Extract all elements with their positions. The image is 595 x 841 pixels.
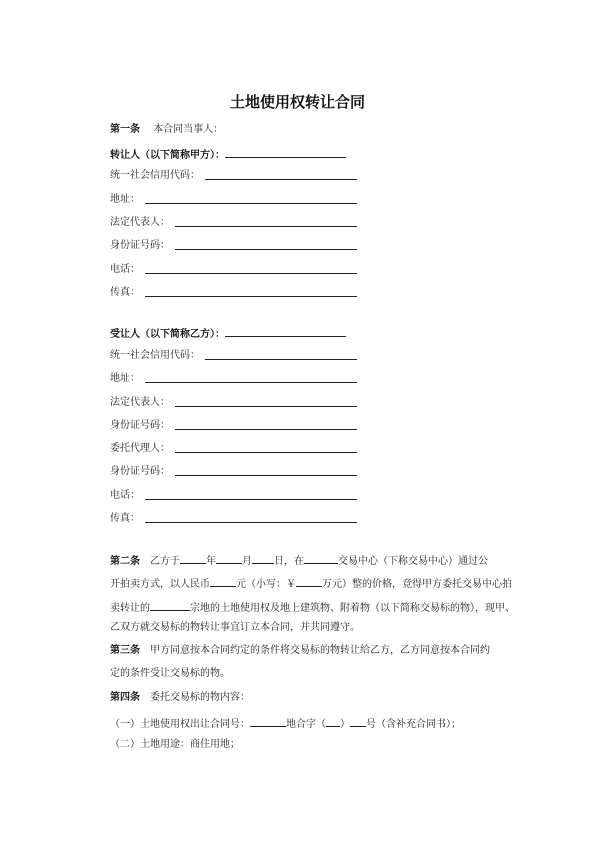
article-3-heading: 第三条: [110, 645, 140, 656]
article-3-line-2: 定的条件受让交易标的物。: [110, 668, 230, 679]
transferee-field-agent: 委托代理人：: [110, 442, 170, 456]
transferor-phone-blank[interactable]: [145, 273, 357, 274]
transferee-phone-blank[interactable]: [145, 499, 357, 500]
transferor-field-credit-code: 统一社会信用代码：: [110, 169, 200, 183]
transferor-legal-rep-blank[interactable]: [175, 226, 357, 227]
contract-number-blank[interactable]: [250, 714, 286, 727]
transferee-name-blank[interactable]: [225, 325, 346, 337]
transferor-field-phone: 电话：: [110, 263, 140, 277]
article-4-item-1: （一）土地使用权出让合同号： 地合字（ ） 号（含补充合同书）；: [110, 714, 461, 732]
parcel-number-blank[interactable]: [150, 598, 190, 611]
transferee-fax-blank[interactable]: [145, 522, 357, 523]
transferee-field-id-number: 身份证号码：: [110, 419, 170, 433]
article-1-text: 本合同当事人：: [153, 124, 224, 135]
transferee-field-phone: 电话：: [110, 489, 140, 503]
article-2-line-4: 乙双方就交易标的物转让事宜订立本合同，并共同遵守。: [110, 622, 360, 633]
article-2-line-3: 卖转让的 宗地的土地使用权及地上建筑物、附着物（以下简称交易标的物），现甲、: [110, 598, 515, 616]
year-blank[interactable]: [180, 551, 206, 564]
transferee-field-legal-rep: 法定代表人：: [110, 396, 170, 410]
transferor-field-id-number: 身份证号码：: [110, 239, 170, 253]
transferee-label: 受让人（以下简称乙方）：: [110, 329, 225, 340]
transferor-credit-code-blank[interactable]: [205, 179, 357, 180]
transferor-field-fax: 传真：: [110, 286, 140, 300]
contract-seq-blank[interactable]: [350, 714, 366, 727]
transferee-agent-blank[interactable]: [175, 452, 357, 453]
article-4-line: 第四条 委托交易标的物内容：: [110, 692, 250, 703]
transferee-legal-rep-blank[interactable]: [175, 406, 357, 407]
article-2-line-2: 开拍卖方式，以人民币 元（小写：￥ 万元）整的价格，竞得甲方委托交易中心拍: [110, 574, 512, 592]
price-words-blank[interactable]: [210, 574, 236, 587]
transferee-field-fax: 传真：: [110, 512, 140, 526]
article-1: [110, 123, 223, 137]
transferee-credit-code-blank[interactable]: [205, 359, 357, 360]
price-figures-blank[interactable]: [296, 574, 322, 587]
transferor-field-legal-rep: 法定代表人：: [110, 216, 170, 230]
page-title: 土地使用权转让合同: [229, 93, 365, 111]
transferor-address-blank[interactable]: [145, 203, 357, 204]
article-1-heading: 第一条: [110, 124, 140, 135]
transferor-field-address: 地址：: [110, 193, 140, 207]
transferee-agent-id-number-blank[interactable]: [175, 475, 357, 476]
transferee-field-agent-id-number: 身份证号码：: [110, 465, 170, 479]
transferee-address-blank[interactable]: [145, 382, 357, 383]
transferor-name-blank[interactable]: [225, 146, 346, 158]
transferor-label: 转让人（以下简称甲方）：: [110, 150, 225, 161]
month-blank[interactable]: [216, 551, 242, 564]
transferor-fax-blank[interactable]: [145, 296, 357, 297]
article-2-line-1: 第二条 乙方于 年 月 日，在 交易中心（下称交易中心）通过公: [110, 551, 488, 569]
trading-center-blank[interactable]: [304, 551, 338, 564]
day-blank[interactable]: [252, 551, 274, 564]
transferee-field-credit-code: 统一社会信用代码：: [110, 349, 200, 363]
article-2-heading: 第二条: [110, 556, 140, 567]
transferee-label-row: [110, 325, 346, 342]
transferee-id-number-blank[interactable]: [175, 429, 357, 430]
article-3-line-1: 第三条 甲方同意按本合同约定的条件将交易标的物转让给乙方，乙方同意按本合同约: [110, 645, 490, 656]
transferor-label-row: [110, 146, 346, 163]
article-4-heading: 第四条: [110, 692, 140, 703]
transferor-id-number-blank[interactable]: [175, 249, 357, 250]
transferee-field-address: 地址：: [110, 372, 140, 386]
article-4-item-2: （二）土地用途：商住用地；: [110, 739, 240, 750]
contract-year-blank[interactable]: [326, 714, 340, 727]
